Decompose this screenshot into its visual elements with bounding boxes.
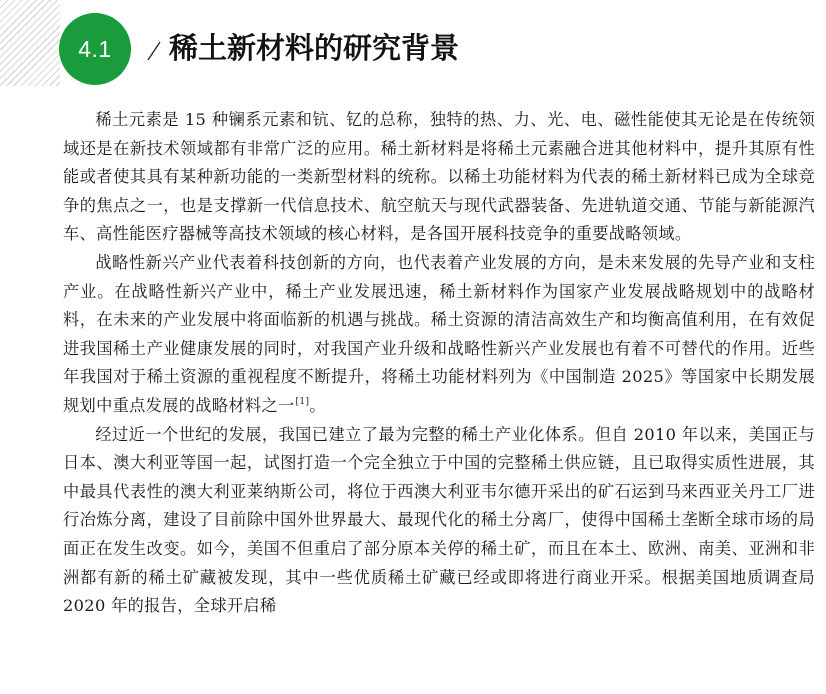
paragraph-2 bbox=[63, 249, 815, 421]
section-title: 稀土新材料的研究背景 bbox=[169, 31, 460, 65]
paragraph-2-text: 战略性新兴产业代表着科技创新的方向，也代表着产业发展的方向，是未来发展的先导产业和支柱产业。在战略性新兴产业中，稀土产业发展迅速，稀土新材料作为国家产业发展战略规划中的战略材料，在未来的产业发展中将面临新的机遇与挑战。稀土资源的清洁高效生产和均衡高值利用，在有效促进我国稀土产业健康发展的同时，对我国产业升级和战略性新兴产业发展也有着不可替代的作用。近些年我国对于稀土资源的重视程度不断提升，将稀土功能材料列为《中国制造 2025》等国家中长期发展规划中重点发展的战略材料之一 bbox=[63, 252, 815, 415]
paragraph-3 bbox=[63, 421, 815, 621]
paragraph-1 bbox=[63, 106, 815, 249]
decorative-hatch-pattern bbox=[0, 0, 60, 86]
body-text bbox=[63, 106, 815, 621]
citation-ref[interactable]: [1] bbox=[295, 396, 310, 407]
paragraph-3-text: 经过近一个世纪的发展，我国已建立了最为完整的稀土产业化体系。但自 2010 年以来，美国正与日本、澳大利亚等国一起，试图打造一个完全独立于中国的完整稀土供应链，且已取得实质性进展，其中最具代表性的澳大利亚莱纳斯公司，将位于西澳大利亚韦尔德开采出的矿石运到马来西亚关丹工厂进行冶炼分离，建设了目前除中国外世界最大、最现代化的稀土分离厂，使得中国稀土垄断全球市场的局面正在发生改变。如今，美国不但重启了部分原本关停的稀土矿，而且在本土、欧洲、南美、亚洲和非洲都有新的稀土矿藏被发现，其中一些优质稀土矿藏已经或即将进行商业开采。根据美国地质调查局 2020 年的报告，全球开启稀 bbox=[63, 424, 815, 616]
paragraph-1-text: 稀土元素是 15 种镧系元素和钪、钇的总称，独特的热、力、光、电、磁性能使其无论是在传统领域还是在新技术领域都有非常广泛的应用。稀土新材料是将稀土元素融合进其他材料中，提升其原有性能或者使其具有某种新功能的一类新型材料的统称。以稀土功能材料为代表的稀土新材料已成为全球竞争的焦点之一，也是支撑新一代信息技术、航空航天与现代武器装备、先进轨道交通、节能与新能源汽车、高性能医疗器械等高技术领域的核心材料，是各国开展科技竞争的重要战略领域。 bbox=[63, 110, 815, 244]
title-slash-icon bbox=[146, 40, 162, 62]
section-number-badge bbox=[59, 13, 131, 85]
paragraph-2-end: 。 bbox=[309, 395, 326, 415]
section-number: 4.1 bbox=[78, 35, 112, 62]
